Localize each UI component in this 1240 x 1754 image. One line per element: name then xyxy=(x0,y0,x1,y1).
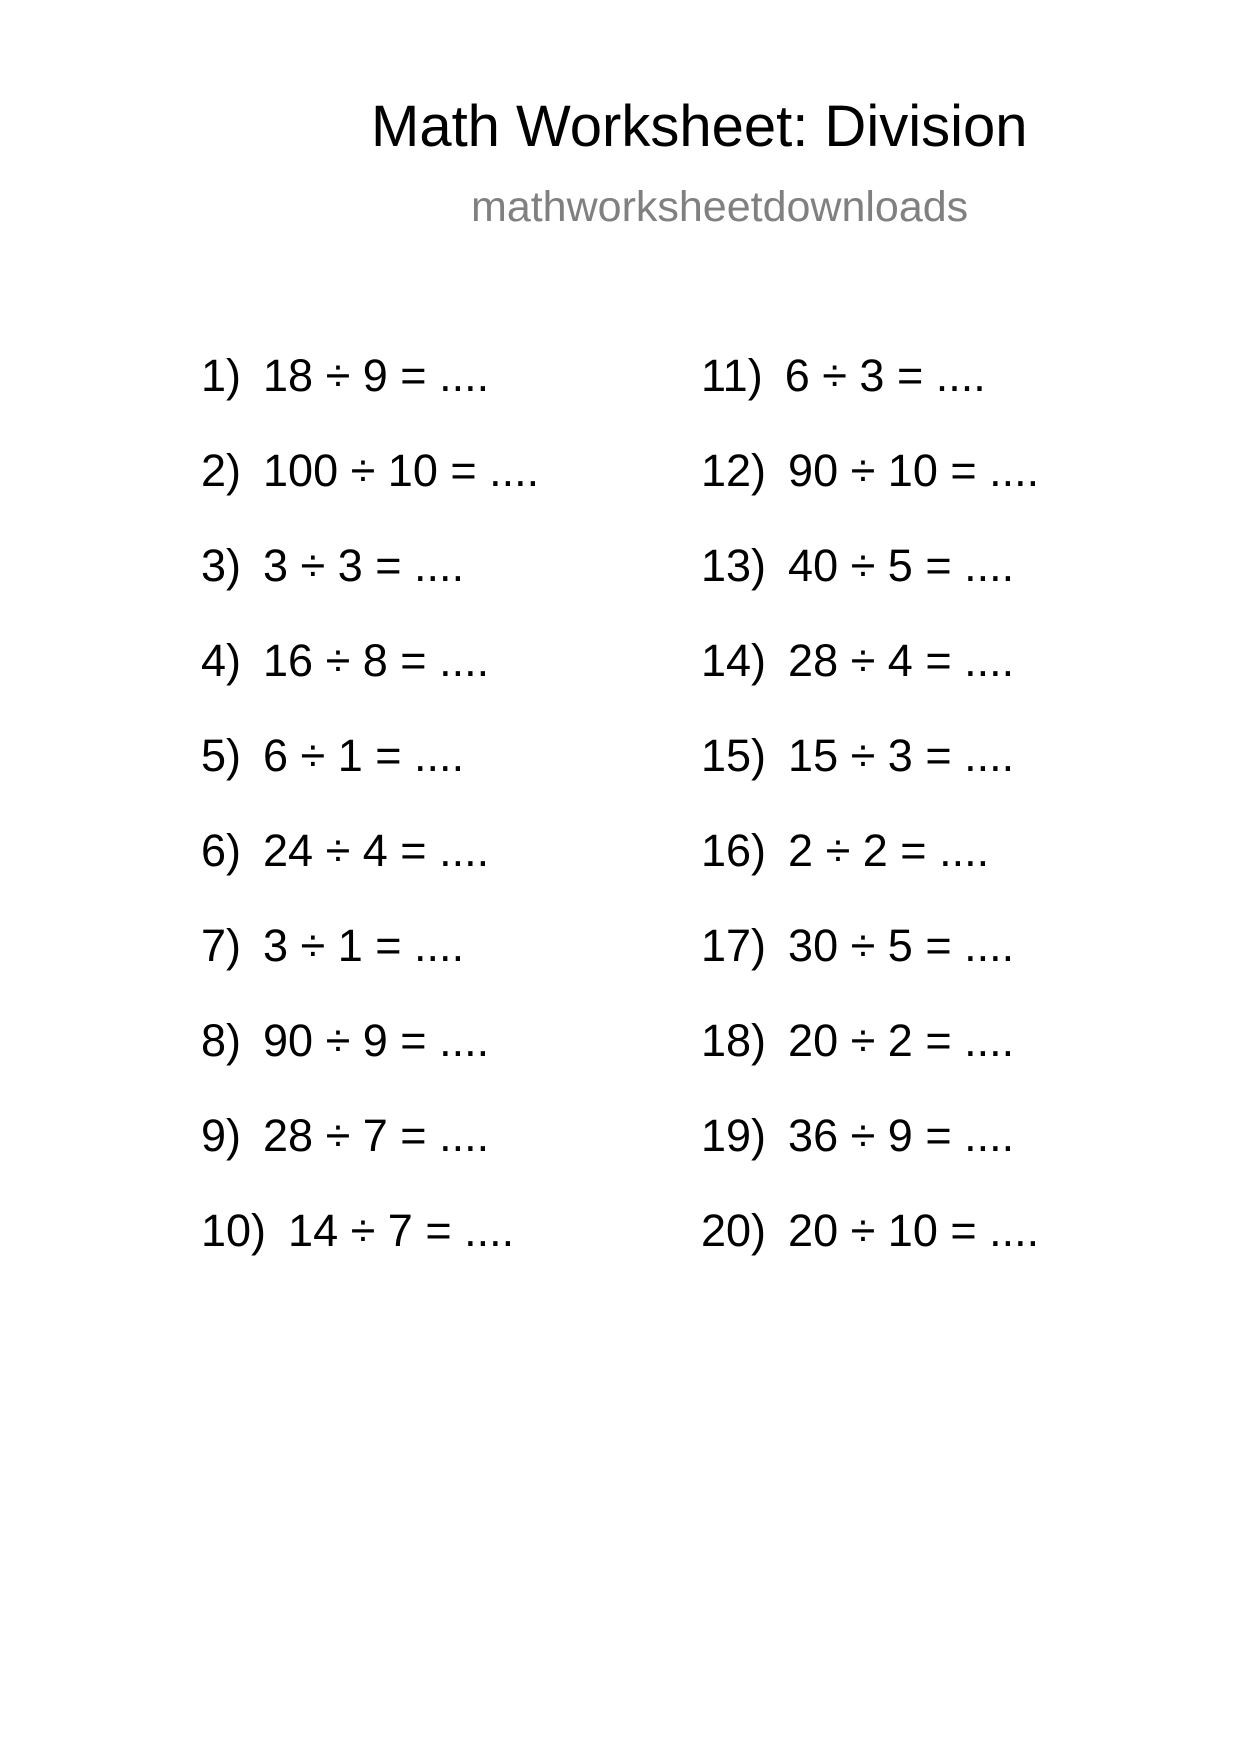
problem-number: 4) xyxy=(201,635,242,686)
problem-number: 16) xyxy=(701,825,767,876)
problem-number: 6) xyxy=(201,825,242,876)
problem-17 xyxy=(701,920,1015,983)
problem-20 xyxy=(701,1205,1040,1268)
problem-13 xyxy=(701,540,1015,603)
problem-expression: 90 ÷ 9 = .... xyxy=(263,1015,490,1066)
problem-number: 17) xyxy=(701,920,767,971)
problem-8 xyxy=(201,1015,490,1078)
problem-number: 2) xyxy=(201,445,242,496)
problem-12 xyxy=(701,445,1040,508)
problem-expression: 6 ÷ 1 = .... xyxy=(263,730,465,781)
problem-expression: 30 ÷ 5 = .... xyxy=(788,920,1015,971)
problem-6 xyxy=(201,825,490,888)
problem-9 xyxy=(201,1110,490,1173)
problem-expression: 20 ÷ 2 = .... xyxy=(788,1015,1015,1066)
problem-expression: 40 ÷ 5 = .... xyxy=(788,540,1015,591)
problem-expression: 3 ÷ 1 = .... xyxy=(263,920,465,971)
problem-number: 11) xyxy=(701,350,763,401)
problem-expression: 100 ÷ 10 = .... xyxy=(263,445,540,496)
problem-4 xyxy=(201,635,490,698)
problem-number: 1) xyxy=(201,350,242,401)
problem-number: 13) xyxy=(701,540,767,591)
problem-expression: 15 ÷ 3 = .... xyxy=(788,730,1015,781)
page-title: Math Worksheet: Division xyxy=(371,94,1028,159)
problem-18 xyxy=(701,1015,1015,1078)
problem-number: 18) xyxy=(701,1015,767,1066)
problem-number: 14) xyxy=(701,635,767,686)
problem-expression: 20 ÷ 10 = .... xyxy=(788,1205,1040,1256)
problem-number: 5) xyxy=(201,730,242,781)
problem-11 xyxy=(701,350,986,413)
problem-expression: 16 ÷ 8 = .... xyxy=(263,635,490,686)
problem-expression: 90 ÷ 10 = .... xyxy=(788,445,1040,496)
problem-number: 8) xyxy=(201,1015,242,1066)
problem-expression: 18 ÷ 9 = .... xyxy=(263,350,490,401)
problem-number: 9) xyxy=(201,1110,242,1161)
problem-number: 3) xyxy=(201,540,242,591)
problem-19 xyxy=(701,1110,1015,1173)
page-subtitle: mathworksheetdownloads xyxy=(471,183,969,231)
problem-3 xyxy=(201,540,465,603)
problem-10 xyxy=(201,1205,515,1268)
problem-expression: 24 ÷ 4 = .... xyxy=(263,825,490,876)
problem-expression: 14 ÷ 7 = .... xyxy=(288,1205,515,1256)
problem-number: 7) xyxy=(201,920,242,971)
problem-expression: 28 ÷ 7 = .... xyxy=(263,1110,490,1161)
problem-7 xyxy=(201,920,465,983)
problem-number: 15) xyxy=(701,730,767,781)
problem-expression: 6 ÷ 3 = .... xyxy=(784,350,986,401)
problem-5 xyxy=(201,730,465,793)
problem-16 xyxy=(701,825,990,888)
problem-expression: 28 ÷ 4 = .... xyxy=(788,635,1015,686)
problem-expression: 3 ÷ 3 = .... xyxy=(263,540,465,591)
problem-14 xyxy=(701,635,1015,698)
problem-number: 20) xyxy=(701,1205,767,1256)
problem-1 xyxy=(201,350,490,413)
problem-expression: 2 ÷ 2 = .... xyxy=(788,825,990,876)
problem-number: 19) xyxy=(701,1110,767,1161)
problem-expression: 36 ÷ 9 = .... xyxy=(788,1110,1015,1161)
problem-number: 12) xyxy=(701,445,767,496)
problem-2 xyxy=(201,445,540,508)
problem-15 xyxy=(701,730,1015,793)
problem-number: 10) xyxy=(201,1205,267,1256)
